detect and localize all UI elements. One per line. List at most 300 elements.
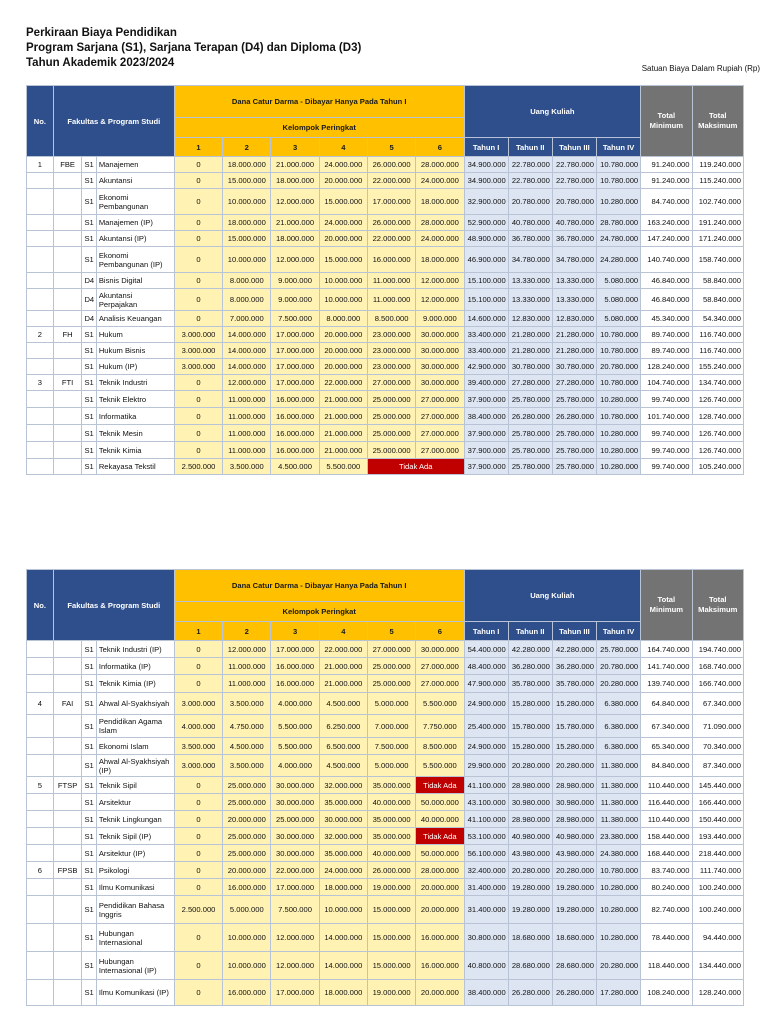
- header-uang-kuliah: Uang Kuliah: [464, 570, 641, 622]
- cell-uang-kuliah-year-4: 28.780.000: [597, 215, 641, 231]
- cell-total-maksimum: 194.740.000: [692, 641, 744, 658]
- cell-total-minimum: 108.240.000: [641, 980, 692, 1006]
- cell-uang-kuliah-year-2: 12.830.000: [508, 311, 552, 327]
- cell-uang-kuliah-year-4: 11.380.000: [597, 794, 641, 811]
- cell-uang-kuliah-year-4: 6.380.000: [597, 693, 641, 715]
- cell-dana-rank-2: 11.000.000: [223, 675, 271, 693]
- header-rank-1: 1: [174, 622, 222, 641]
- cell-dana-rank-5: 19.000.000: [367, 879, 415, 896]
- cell-dana-rank-4: 5.500.000: [319, 459, 367, 475]
- cell-dana-rank-5: 22.000.000: [367, 173, 415, 189]
- cell-level: S1: [82, 862, 96, 879]
- cell-no: [27, 231, 54, 247]
- cell-fakultas: [53, 247, 82, 273]
- cell-uang-kuliah-year-4: 10.780.000: [597, 375, 641, 391]
- cell-dana-rank-6: 24.000.000: [416, 173, 464, 189]
- cell-dana-rank-3: 16.000.000: [271, 675, 319, 693]
- cell-fakultas: [53, 896, 82, 924]
- cell-dana-rank-6: 30.000.000: [416, 359, 464, 375]
- cell-uang-kuliah-year-1: 46.900.000: [464, 247, 508, 273]
- cell-uang-kuliah-year-2: 21.280.000: [508, 343, 552, 359]
- cell-uang-kuliah-year-4: 11.380.000: [597, 777, 641, 794]
- cell-dana-rank-4: 22.000.000: [319, 375, 367, 391]
- cell-no: [27, 215, 54, 231]
- cell-uang-kuliah-year-1: 29.900.000: [464, 755, 508, 777]
- cell-total-maksimum: 54.340.000: [692, 311, 744, 327]
- cell-uang-kuliah-year-1: 37.900.000: [464, 425, 508, 442]
- title-line-1: Perkiraan Biaya Pendidikan: [26, 27, 177, 39]
- table-row: [27, 658, 744, 675]
- cell-no: [27, 738, 54, 755]
- cell-dana-rank-6: 27.000.000: [416, 408, 464, 425]
- table-row: [27, 879, 744, 896]
- table-row: [27, 408, 744, 425]
- cell-level: S1: [82, 641, 96, 658]
- cell-program: Teknik Kimia: [96, 442, 174, 459]
- cell-uang-kuliah-year-1: 48.900.000: [464, 231, 508, 247]
- cell-uang-kuliah-year-2: 25.780.000: [508, 391, 552, 408]
- cell-dana-rank-1: 0: [174, 879, 222, 896]
- document-title: [26, 26, 361, 71]
- cell-dana-rank-1: 0: [174, 641, 222, 658]
- cell-fakultas: [53, 675, 82, 693]
- cell-dana-rank-5: 26.000.000: [367, 862, 415, 879]
- cell-dana-rank-4: 6.500.000: [319, 738, 367, 755]
- header-rank-5: 5: [367, 622, 415, 641]
- cell-dana-rank-3: 21.000.000: [271, 215, 319, 231]
- cell-dana-rank-6: 28.000.000: [416, 157, 464, 173]
- cell-level: S1: [82, 327, 96, 343]
- cell-total-maksimum: 155.240.000: [692, 359, 744, 375]
- cell-fakultas: [53, 442, 82, 459]
- cell-dana-rank-4: 18.000.000: [319, 980, 367, 1006]
- cell-uang-kuliah-year-1: 34.900.000: [464, 157, 508, 173]
- cell-dana-rank-1: 3.500.000: [174, 738, 222, 755]
- cell-dana-rank-3: 16.000.000: [271, 408, 319, 425]
- header-rank-5: 5: [367, 138, 415, 157]
- header-rank-6: 6: [416, 138, 464, 157]
- cell-fakultas: [53, 359, 82, 375]
- cell-dana-rank-6: 20.000.000: [416, 879, 464, 896]
- cell-dana-rank-2: 10.000.000: [223, 952, 271, 980]
- cell-uang-kuliah-year-3: 36.780.000: [552, 231, 596, 247]
- cell-dana-rank-2: 16.000.000: [223, 980, 271, 1006]
- cell-dana-rank-1: 4.000.000: [174, 715, 222, 738]
- cell-dana-rank-3: 16.000.000: [271, 442, 319, 459]
- header-rank-4: 4: [319, 138, 367, 157]
- cell-dana-rank-6: 20.000.000: [416, 980, 464, 1006]
- header-kelompok-peringkat: Kelompok Peringkat: [174, 602, 464, 622]
- cell-dana-rank-3: 21.000.000: [271, 157, 319, 173]
- cell-total-minimum: 141.740.000: [641, 658, 692, 675]
- cell-fakultas: [53, 952, 82, 980]
- cell-dana-rank-3: 30.000.000: [271, 828, 319, 845]
- header-year-1: Tahun I: [464, 622, 508, 641]
- cell-level: S1: [82, 658, 96, 675]
- cell-dana-rank-1: 3.000.000: [174, 343, 222, 359]
- cell-dana-rank-1: 0: [174, 231, 222, 247]
- cell-uang-kuliah-year-4: 10.780.000: [597, 408, 641, 425]
- cell-uang-kuliah-year-1: 43.100.000: [464, 794, 508, 811]
- cell-program: Teknik Lingkungan: [96, 811, 174, 828]
- cell-total-minimum: 84.840.000: [641, 755, 692, 777]
- cell-dana-rank-4: 32.000.000: [319, 777, 367, 794]
- cell-dana-rank-3: 7.500.000: [271, 311, 319, 327]
- cell-dana-rank-2: 14.000.000: [223, 327, 271, 343]
- cell-no: [27, 794, 54, 811]
- cell-uang-kuliah-year-4: 24.380.000: [597, 845, 641, 862]
- cell-uang-kuliah-year-4: 10.780.000: [597, 343, 641, 359]
- cell-program: Akuntansi (IP): [96, 231, 174, 247]
- cell-dana-rank-3: 17.000.000: [271, 641, 319, 658]
- cell-total-minimum: 140.740.000: [641, 247, 692, 273]
- cell-uang-kuliah-year-4: 10.280.000: [597, 879, 641, 896]
- cell-no: 6: [27, 862, 54, 879]
- cell-uang-kuliah-year-1: 39.400.000: [464, 375, 508, 391]
- cell-dana-rank-5: 16.000.000: [367, 247, 415, 273]
- table-row: [27, 289, 744, 311]
- table-row: [27, 375, 744, 391]
- cell-program: Hukum (IP): [96, 359, 174, 375]
- cell-level: S1: [82, 343, 96, 359]
- table-row: [27, 459, 744, 475]
- cell-fakultas: FPSB: [53, 862, 82, 879]
- cell-dana-rank-2: 20.000.000: [223, 811, 271, 828]
- cell-no: [27, 311, 54, 327]
- cell-fakultas: [53, 343, 82, 359]
- cell-no: [27, 811, 54, 828]
- cell-dana-rank-5: 22.000.000: [367, 231, 415, 247]
- cell-program: Ekonomi Islam: [96, 738, 174, 755]
- header-total-min-line1: Total: [657, 111, 676, 120]
- header-year-3: Tahun III: [552, 622, 596, 641]
- cell-dana-rank-6: 5.500.000: [416, 755, 464, 777]
- cell-no: [27, 343, 54, 359]
- cell-dana-rank-3: 7.500.000: [271, 896, 319, 924]
- cell-uang-kuliah-year-1: 32.900.000: [464, 189, 508, 215]
- cell-uang-kuliah-year-4: 5.080.000: [597, 311, 641, 327]
- cell-dana-rank-5: 11.000.000: [367, 289, 415, 311]
- cell-dana-rank-5: 35.000.000: [367, 828, 415, 845]
- cell-fakultas: [53, 924, 82, 952]
- cell-dana-rank-4: 24.000.000: [319, 215, 367, 231]
- cell-no: [27, 459, 54, 475]
- cell-program: Akuntansi: [96, 173, 174, 189]
- header-uang-kuliah: Uang Kuliah: [464, 86, 641, 138]
- cell-fakultas: [53, 755, 82, 777]
- header-total-max-line1: Total: [708, 111, 727, 120]
- table-row: [27, 924, 744, 952]
- cell-level: S1: [82, 675, 96, 693]
- cell-uang-kuliah-year-2: 20.280.000: [508, 862, 552, 879]
- header-rank-6: 6: [416, 622, 464, 641]
- cell-dana-rank-3: 12.000.000: [271, 952, 319, 980]
- cell-no: [27, 845, 54, 862]
- cell-no: [27, 641, 54, 658]
- cell-total-minimum: 67.340.000: [641, 715, 692, 738]
- cell-dana-rank-4: 20.000.000: [319, 359, 367, 375]
- header-kelompok-peringkat: Kelompok Peringkat: [174, 118, 464, 138]
- cell-uang-kuliah-year-3: 30.780.000: [552, 359, 596, 375]
- cell-fakultas: [53, 811, 82, 828]
- header-year-4: Tahun IV: [597, 622, 641, 641]
- cell-dana-rank-1: 0: [174, 845, 222, 862]
- header-rank-1: 1: [174, 138, 222, 157]
- header-year-4: Tahun IV: [597, 138, 641, 157]
- cell-uang-kuliah-year-2: 26.280.000: [508, 980, 552, 1006]
- cell-uang-kuliah-year-1: 34.900.000: [464, 173, 508, 189]
- cell-uang-kuliah-year-3: 12.830.000: [552, 311, 596, 327]
- cell-uang-kuliah-year-1: 14.600.000: [464, 311, 508, 327]
- cell-total-minimum: 83.740.000: [641, 862, 692, 879]
- cell-dana-rank-4: 21.000.000: [319, 442, 367, 459]
- header-total-min-line1: Total: [657, 595, 676, 604]
- table-row: [27, 215, 744, 231]
- cell-dana-rank-1: 0: [174, 658, 222, 675]
- cell-dana-rank-1: 0: [174, 375, 222, 391]
- table-row: [27, 794, 744, 811]
- cell-no: [27, 289, 54, 311]
- cell-dana-rank-2: 11.000.000: [223, 658, 271, 675]
- cell-uang-kuliah-year-1: 32.400.000: [464, 862, 508, 879]
- table-row: [27, 311, 744, 327]
- cell-dana-rank-6: 12.000.000: [416, 289, 464, 311]
- cell-dana-rank-6: 28.000.000: [416, 215, 464, 231]
- cell-uang-kuliah-year-3: 28.980.000: [552, 777, 596, 794]
- cell-dana-rank-4: 20.000.000: [319, 173, 367, 189]
- cell-dana-rank-2: 10.000.000: [223, 924, 271, 952]
- cell-dana-rank-1: 0: [174, 311, 222, 327]
- cell-dana-rank-1: 0: [174, 189, 222, 215]
- cell-level: S1: [82, 811, 96, 828]
- cell-dana-rank-1: 0: [174, 273, 222, 289]
- cell-no: [27, 189, 54, 215]
- cell-dana-rank-4: 10.000.000: [319, 896, 367, 924]
- cell-tidak-ada: Tidak Ada: [416, 828, 464, 845]
- cell-uang-kuliah-year-4: 10.780.000: [597, 862, 641, 879]
- cell-no: 4: [27, 693, 54, 715]
- cell-total-minimum: 99.740.000: [641, 459, 692, 475]
- cell-no: 1: [27, 157, 54, 173]
- cell-dana-rank-3: 17.000.000: [271, 980, 319, 1006]
- cell-dana-rank-5: 17.000.000: [367, 189, 415, 215]
- cell-level: D4: [82, 273, 96, 289]
- cell-dana-rank-2: 8.000.000: [223, 289, 271, 311]
- cell-uang-kuliah-year-2: 34.780.000: [508, 247, 552, 273]
- cell-total-maksimum: 70.340.000: [692, 738, 744, 755]
- cell-uang-kuliah-year-1: 41.100.000: [464, 777, 508, 794]
- cell-total-minimum: 118.440.000: [641, 952, 692, 980]
- cell-dana-rank-3: 16.000.000: [271, 391, 319, 408]
- cell-total-minimum: 163.240.000: [641, 215, 692, 231]
- cell-dana-rank-3: 16.000.000: [271, 658, 319, 675]
- cell-total-minimum: 99.740.000: [641, 442, 692, 459]
- cell-dana-rank-3: 18.000.000: [271, 231, 319, 247]
- table-row: [27, 189, 744, 215]
- cell-dana-rank-4: 35.000.000: [319, 794, 367, 811]
- cell-dana-rank-2: 3.500.000: [223, 693, 271, 715]
- cell-uang-kuliah-year-1: 15.100.000: [464, 289, 508, 311]
- cell-fakultas: [53, 715, 82, 738]
- cell-dana-rank-3: 9.000.000: [271, 289, 319, 311]
- cell-uang-kuliah-year-1: 52.900.000: [464, 215, 508, 231]
- header-total-maksimum: [692, 570, 744, 641]
- cell-total-maksimum: 94.440.000: [692, 924, 744, 952]
- cell-dana-rank-6: 30.000.000: [416, 375, 464, 391]
- cell-level: S1: [82, 375, 96, 391]
- cell-dana-rank-2: 15.000.000: [223, 231, 271, 247]
- cell-uang-kuliah-year-4: 23.380.000: [597, 828, 641, 845]
- cell-program: Manajemen: [96, 157, 174, 173]
- cell-total-maksimum: 150.440.000: [692, 811, 744, 828]
- cell-uang-kuliah-year-2: 19.280.000: [508, 896, 552, 924]
- cell-level: S1: [82, 828, 96, 845]
- cell-dana-rank-5: 27.000.000: [367, 375, 415, 391]
- cell-total-minimum: 168.440.000: [641, 845, 692, 862]
- cell-dana-rank-1: 0: [174, 924, 222, 952]
- cell-program: Hukum Bisnis: [96, 343, 174, 359]
- cell-dana-rank-2: 25.000.000: [223, 845, 271, 862]
- cell-dana-rank-6: 27.000.000: [416, 425, 464, 442]
- table-row: [27, 327, 744, 343]
- cell-dana-rank-2: 14.000.000: [223, 359, 271, 375]
- cell-dana-rank-2: 15.000.000: [223, 173, 271, 189]
- cell-dana-rank-2: 12.000.000: [223, 375, 271, 391]
- cell-uang-kuliah-year-4: 20.280.000: [597, 952, 641, 980]
- cell-dana-rank-1: 0: [174, 675, 222, 693]
- header-rank-4: 4: [319, 622, 367, 641]
- cell-program: Manajemen (IP): [96, 215, 174, 231]
- cell-uang-kuliah-year-4: 6.380.000: [597, 738, 641, 755]
- cell-uang-kuliah-year-4: 10.280.000: [597, 442, 641, 459]
- cell-dana-rank-6: 27.000.000: [416, 442, 464, 459]
- cell-uang-kuliah-year-1: 31.400.000: [464, 879, 508, 896]
- cell-program: Pendidikan Agama Islam: [96, 715, 174, 738]
- cell-uang-kuliah-year-2: 18.680.000: [508, 924, 552, 952]
- cell-uang-kuliah-year-3: 19.280.000: [552, 896, 596, 924]
- cell-dana-rank-1: 0: [174, 828, 222, 845]
- cell-uang-kuliah-year-2: 25.780.000: [508, 442, 552, 459]
- cell-uang-kuliah-year-3: 26.280.000: [552, 408, 596, 425]
- cell-no: [27, 715, 54, 738]
- cell-uang-kuliah-year-4: 24.280.000: [597, 247, 641, 273]
- cell-dana-rank-5: 26.000.000: [367, 157, 415, 173]
- table-row: [27, 273, 744, 289]
- cell-uang-kuliah-year-3: 19.280.000: [552, 879, 596, 896]
- cell-no: [27, 247, 54, 273]
- cell-uang-kuliah-year-1: 47.900.000: [464, 675, 508, 693]
- table-row: [27, 896, 744, 924]
- cell-uang-kuliah-year-4: 10.780.000: [597, 327, 641, 343]
- cell-dana-rank-3: 17.000.000: [271, 327, 319, 343]
- header-total-minimum: [641, 86, 692, 157]
- cell-program: Pendidikan Bahasa Inggris: [96, 896, 174, 924]
- cell-dana-rank-4: 24.000.000: [319, 157, 367, 173]
- cell-dana-rank-1: 0: [174, 952, 222, 980]
- cell-dana-rank-2: 3.500.000: [223, 459, 271, 475]
- cell-dana-rank-2: 14.000.000: [223, 343, 271, 359]
- cell-uang-kuliah-year-3: 22.780.000: [552, 157, 596, 173]
- cell-uang-kuliah-year-1: 37.900.000: [464, 391, 508, 408]
- cell-uang-kuliah-year-4: 6.380.000: [597, 715, 641, 738]
- cell-uang-kuliah-year-2: 25.780.000: [508, 425, 552, 442]
- cell-no: [27, 359, 54, 375]
- cell-uang-kuliah-year-2: 13.330.000: [508, 289, 552, 311]
- cell-dana-rank-6: 18.000.000: [416, 189, 464, 215]
- cell-program: Hukum: [96, 327, 174, 343]
- cell-fakultas: [53, 658, 82, 675]
- cell-uang-kuliah-year-4: 25.780.000: [597, 641, 641, 658]
- cell-dana-rank-4: 21.000.000: [319, 658, 367, 675]
- cell-level: S1: [82, 231, 96, 247]
- cell-total-maksimum: 145.440.000: [692, 777, 744, 794]
- cell-total-minimum: 99.740.000: [641, 425, 692, 442]
- table-row: [27, 693, 744, 715]
- cell-total-maksimum: 128.240.000: [692, 980, 744, 1006]
- cell-total-minimum: 101.740.000: [641, 408, 692, 425]
- cell-total-maksimum: 119.240.000: [692, 157, 744, 173]
- cell-fakultas: FAI: [53, 693, 82, 715]
- cell-total-minimum: 128.240.000: [641, 359, 692, 375]
- cell-total-maksimum: 171.240.000: [692, 231, 744, 247]
- cell-uang-kuliah-year-2: 15.280.000: [508, 738, 552, 755]
- cell-level: S1: [82, 845, 96, 862]
- cell-fakultas: [53, 641, 82, 658]
- table-row: [27, 845, 744, 862]
- cell-uang-kuliah-year-3: 13.330.000: [552, 289, 596, 311]
- cell-fakultas: [53, 794, 82, 811]
- cell-dana-rank-2: 4.750.000: [223, 715, 271, 738]
- cell-uang-kuliah-year-4: 20.780.000: [597, 359, 641, 375]
- cell-level: S1: [82, 896, 96, 924]
- cell-dana-rank-4: 6.250.000: [319, 715, 367, 738]
- cell-dana-rank-4: 4.500.000: [319, 693, 367, 715]
- cell-no: [27, 952, 54, 980]
- header-total-maksimum: [692, 86, 744, 157]
- cell-dana-rank-4: 10.000.000: [319, 273, 367, 289]
- cell-total-minimum: 46.840.000: [641, 273, 692, 289]
- cell-total-minimum: 89.740.000: [641, 343, 692, 359]
- cell-dana-rank-5: 5.000.000: [367, 693, 415, 715]
- cell-dana-rank-4: 18.000.000: [319, 879, 367, 896]
- cell-level: S1: [82, 215, 96, 231]
- cell-uang-kuliah-year-3: 18.680.000: [552, 924, 596, 952]
- cell-dana-rank-5: 23.000.000: [367, 359, 415, 375]
- currency-note: Satuan Biaya Dalam Rupiah (Rp): [641, 64, 760, 73]
- cell-no: [27, 828, 54, 845]
- cell-uang-kuliah-year-1: 38.400.000: [464, 980, 508, 1006]
- cell-dana-rank-1: 3.000.000: [174, 755, 222, 777]
- cell-program: Informatika: [96, 408, 174, 425]
- cell-dana-rank-6: 27.000.000: [416, 675, 464, 693]
- cell-dana-rank-4: 8.000.000: [319, 311, 367, 327]
- cell-total-maksimum: 58.840.000: [692, 289, 744, 311]
- cell-dana-rank-3: 18.000.000: [271, 173, 319, 189]
- cell-total-maksimum: 71.090.000: [692, 715, 744, 738]
- cell-dana-rank-5: 15.000.000: [367, 952, 415, 980]
- cell-level: S1: [82, 173, 96, 189]
- cell-dana-rank-2: 11.000.000: [223, 408, 271, 425]
- cell-no: [27, 173, 54, 189]
- cell-total-minimum: 139.740.000: [641, 675, 692, 693]
- cell-uang-kuliah-year-3: 30.980.000: [552, 794, 596, 811]
- cell-dana-rank-1: 0: [174, 811, 222, 828]
- cell-dana-rank-1: 0: [174, 408, 222, 425]
- cell-uang-kuliah-year-2: 19.280.000: [508, 879, 552, 896]
- cell-uang-kuliah-year-4: 17.280.000: [597, 980, 641, 1006]
- cell-dana-rank-2: 5.000.000: [223, 896, 271, 924]
- cell-total-minimum: 84.740.000: [641, 189, 692, 215]
